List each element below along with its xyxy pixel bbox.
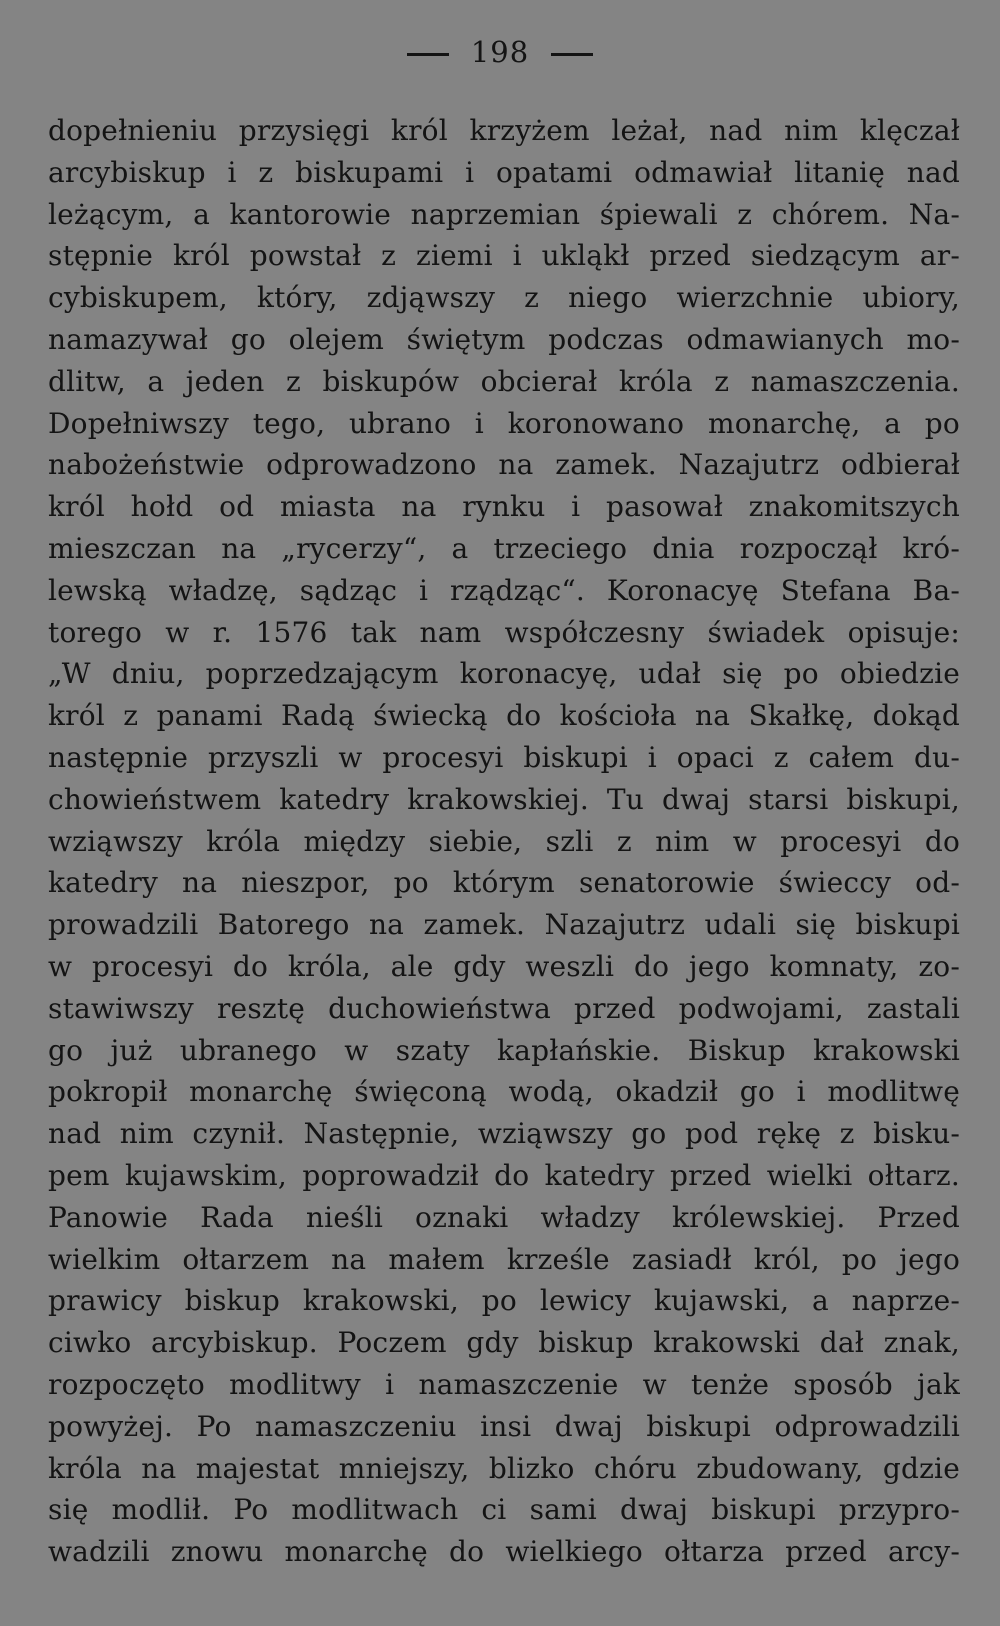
text-line: prawicy biskup krakowski, po lewicy kujawski, a naprze- — [48, 1284, 960, 1318]
text-line: pem kujawskim, poprowadził do katedry przed wielki ołtarz. — [48, 1158, 960, 1192]
text-line: powyżej. Po namaszczeniu insi dwaj biskupi odprowadzili — [48, 1409, 960, 1443]
text-line: następnie przyszli w procesyi biskupi i opaci z całem du- — [48, 740, 960, 774]
text-line: nad nim czynił. Następnie, wziąwszy go pod rękę z bisku- — [48, 1117, 960, 1151]
text-line: Panowie Rada nieśli oznaki władzy królewskiej. Przed — [48, 1200, 960, 1234]
text-line: nabożeństwie odprowadzono na zamek. Nazajutrz odbierał — [48, 448, 960, 482]
text-line: dopełnieniu przysięgi król krzyżem leżał, nad nim klęczał — [48, 114, 960, 147]
text-line: namazywał go olejem świętym podczas odmawianych mo- — [48, 322, 960, 356]
text-line: katedry na nieszpor, po którym senatorowie świeccy od- — [48, 866, 960, 900]
page-number: 198 — [470, 35, 530, 69]
text-line: arcybiskup i z biskupami i opatami odmawiał litanię nad — [48, 155, 960, 189]
text-line: się modlił. Po modlitwach ci sami dwaj biskupi przypro- — [48, 1493, 960, 1527]
text-line: mieszczan na „rycerzy“, a trzeciego dnia rozpoczął kró- — [48, 531, 960, 565]
text-line: Dopełniwszy tego, ubrano i koronowano monarchę, a po — [48, 406, 960, 440]
text-line: króla na majestat mniejszy, blizko chóru zbudowany, gdzie — [48, 1451, 960, 1485]
text-line: ciwko arcybiskup. Poczem gdy biskup krakowski dał znak, — [48, 1326, 960, 1360]
text-line: stawiwszy resztę duchowieństwa przed podwojami, zastali — [48, 991, 960, 1025]
text-line: wielkim ołtarzem na małem krześle zasiadł król, po jego — [48, 1242, 960, 1276]
text-line: stępnie król powstał z ziemi i ukląkł przed siedzącym ar- — [48, 239, 960, 273]
text-line: chowieństwem katedry krakowskiej. Tu dwaj starsi biskupi, — [48, 782, 960, 816]
text-line: „W dniu, poprzedzającym koronacyę, udał się po obiedzie — [48, 657, 960, 691]
text-line: torego w r. 1576 tak nam współczesny świadek opisuje: — [48, 615, 960, 649]
header-dash-right — [551, 53, 593, 56]
text-line: wadzili znowu monarchę do wielkiego ołtarza przed arcy- — [48, 1535, 960, 1569]
header-dash-left — [407, 53, 449, 56]
text-line: prowadzili Batorego na zamek. Nazajutrz udali się biskupi — [48, 908, 960, 942]
text-line: cybiskupem, który, zdjąwszy z niego wierzchnie ubiory, — [48, 281, 960, 315]
text-line: lewską władzę, sądząc i rządząc“. Koronacyę Stefana Ba- — [48, 573, 960, 607]
text-line: rozpoczęto modlitwy i namaszczenie w tenże sposób jak — [48, 1367, 960, 1401]
text-line: król hołd od miasta na rynku i pasował znakomitszych — [48, 490, 960, 524]
text-line: wziąwszy króla między siebie, szli z nim w procesyi do — [48, 824, 960, 858]
text-line: w procesyi do króla, ale gdy weszli do jego komnaty, zo- — [48, 949, 960, 983]
text-line: król z panami Radą świecką do kościoła na Skałkę, dokąd — [48, 699, 960, 733]
text-line: leżącym, a kantorowie naprzemian śpiewali z chórem. Na- — [48, 197, 960, 231]
page-header — [0, 32, 1000, 72]
text-line: pokropił monarchę święconą wodą, okadził go i modlitwę — [48, 1075, 960, 1109]
text-line: go już ubranego w szaty kapłańskie. Biskup krakowski — [48, 1033, 960, 1067]
text-line: dlitw, a jeden z biskupów obcierał króla z namaszczenia. — [48, 364, 960, 398]
body-text — [48, 110, 960, 1573]
